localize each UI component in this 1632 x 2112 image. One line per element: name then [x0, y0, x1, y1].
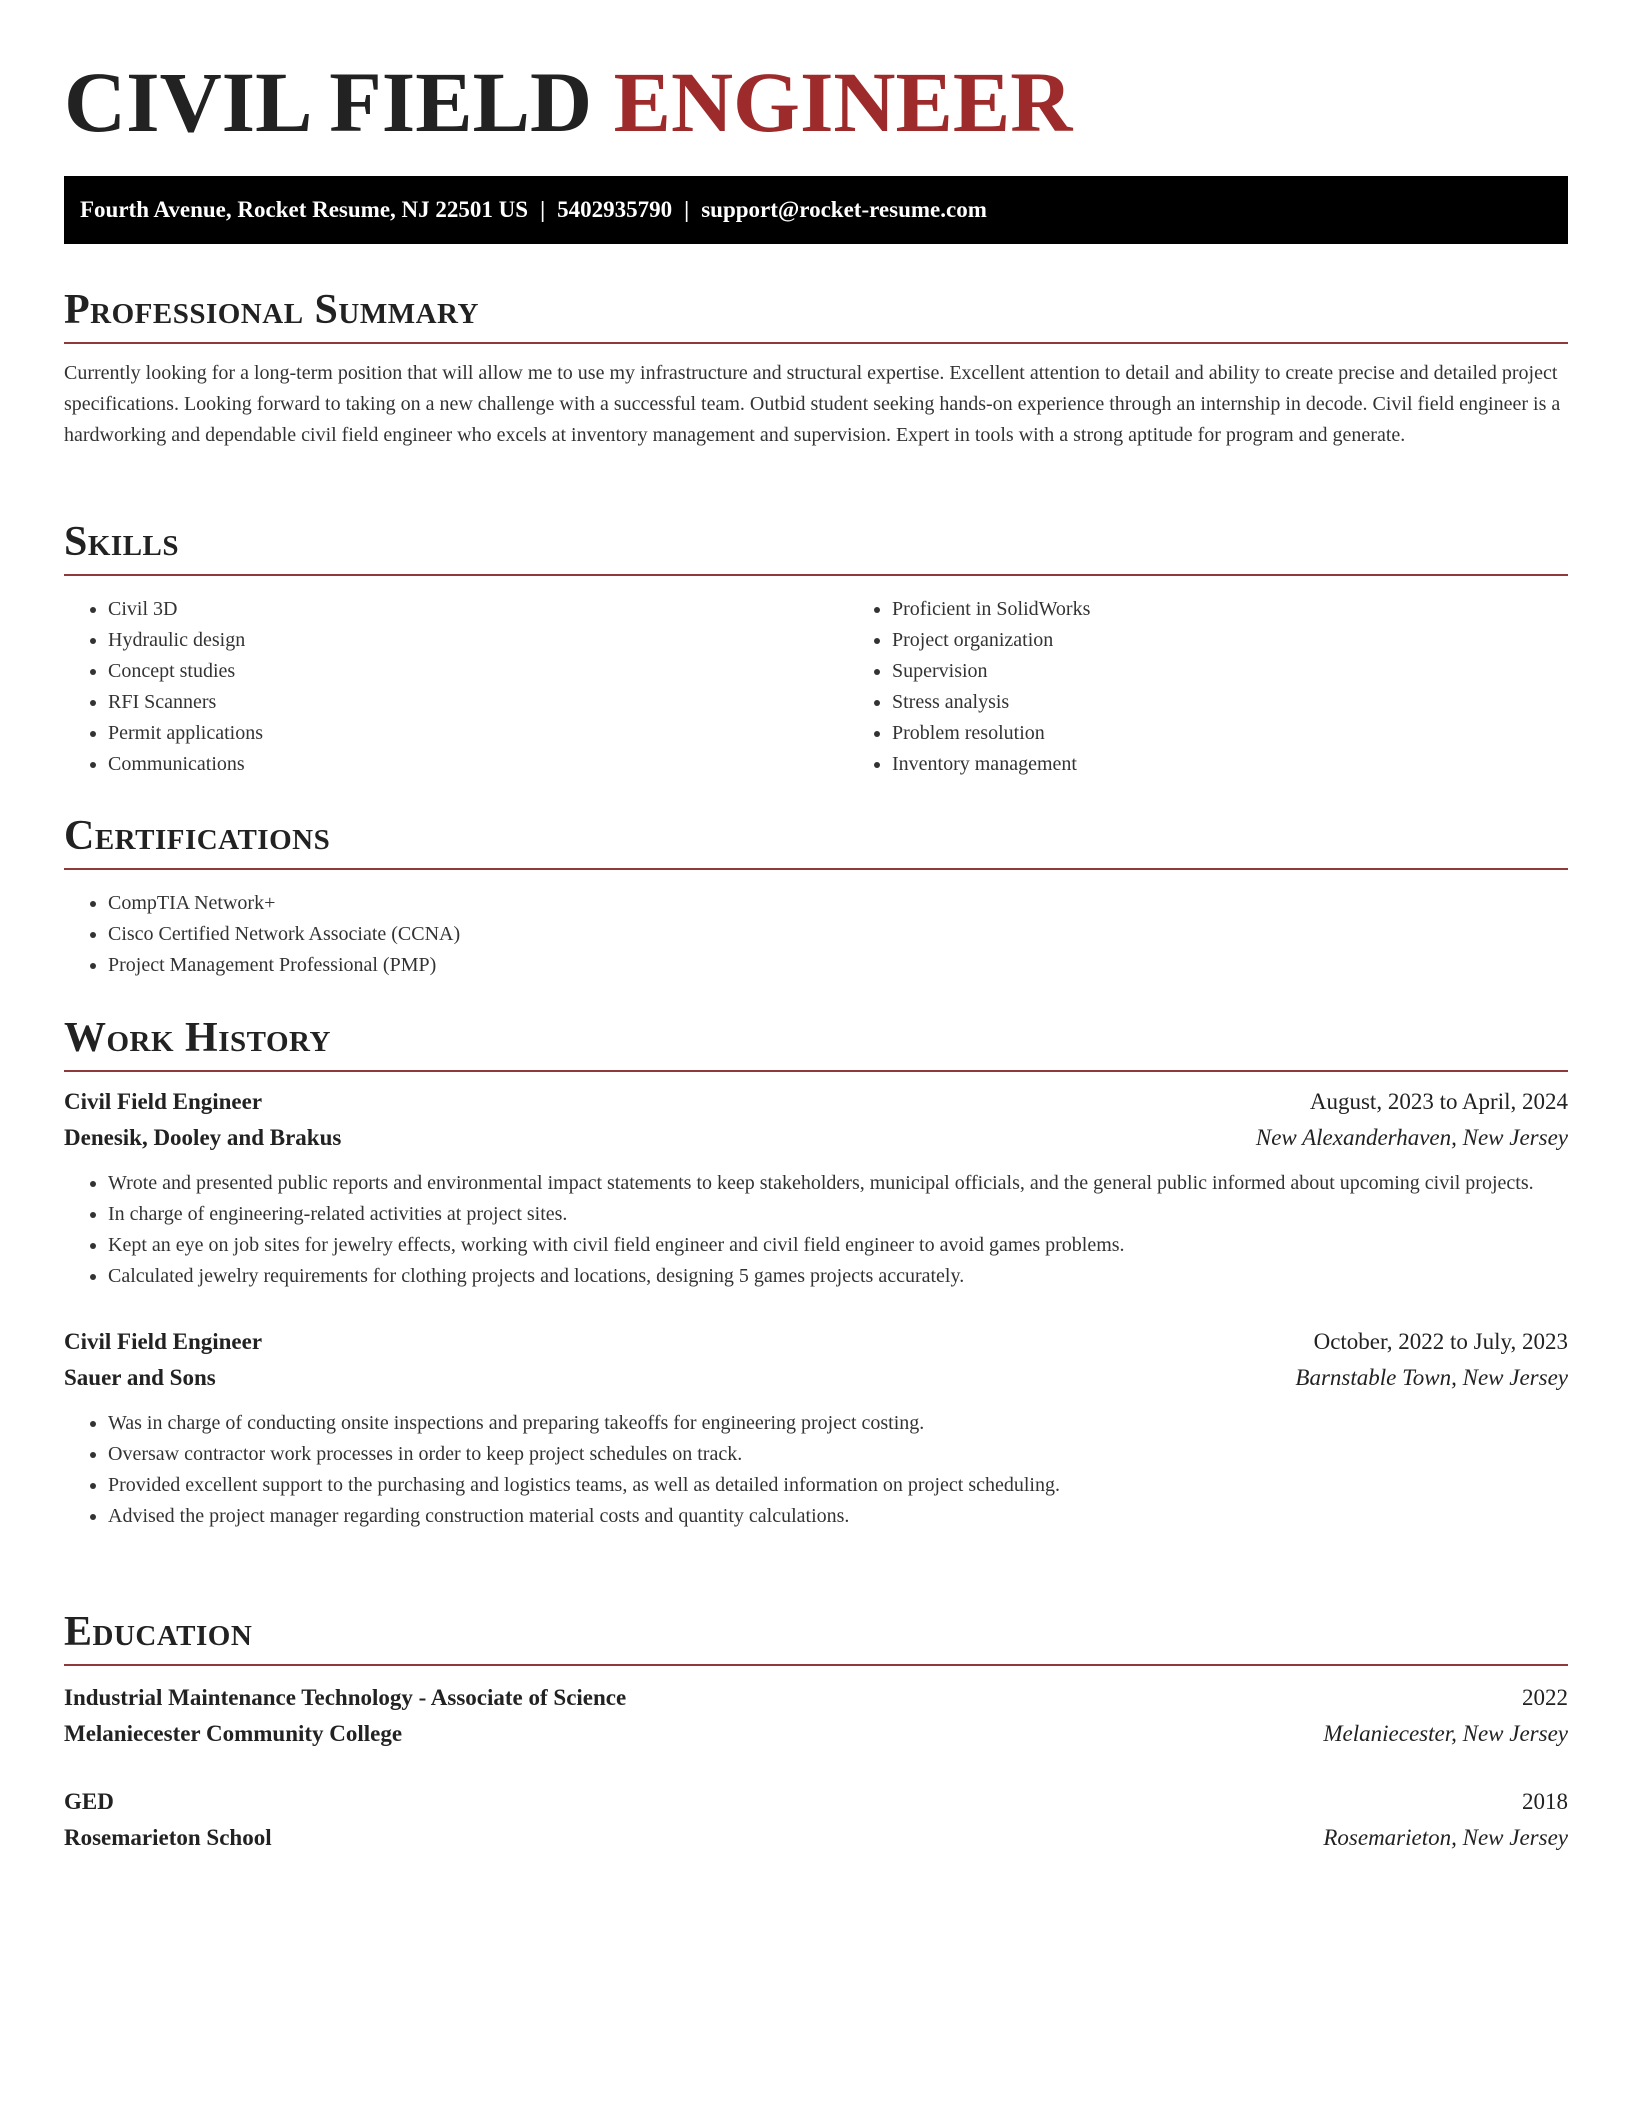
resume-title	[64, 52, 1072, 152]
skill-item: • Communications	[108, 749, 848, 780]
skill-item: • Hydraulic design	[108, 625, 848, 656]
certification-item: • Cisco Certified Network Associate (CCNA)	[108, 919, 1568, 950]
contact-address: Fourth Avenue, Rocket Resume, NJ 22501 US	[80, 197, 529, 222]
skill-item: • Problem resolution	[892, 718, 1632, 749]
education-degree: GED	[64, 1789, 114, 1814]
skills-list-left	[64, 594, 848, 780]
job-bullet: • Was in charge of conducting onsite inspections and preparing takeoffs for engineering project costing.	[108, 1408, 1568, 1439]
education-entry	[64, 1680, 1568, 1752]
skill-item: • Civil 3D	[108, 594, 848, 625]
job-dates: October, 2022 to July, 2023	[1313, 1329, 1568, 1354]
job-company-row	[64, 1120, 1568, 1156]
certifications-heading: Certifications	[64, 813, 331, 859]
job-header-row	[64, 1084, 1568, 1120]
skills-heading: Skills	[64, 519, 180, 565]
education-year: 2022	[1522, 1685, 1568, 1710]
section-divider	[64, 1664, 1568, 1666]
skill-item: • Project organization	[892, 625, 1632, 656]
contact-phone[interactable]: 5402935790	[557, 197, 673, 222]
contact-email[interactable]: support@rocket-resume.com	[701, 197, 987, 222]
education-section	[64, 1604, 1568, 1856]
skill-item: • Proficient in SolidWorks	[892, 594, 1632, 625]
job-company: Denesik, Dooley and Brakus	[64, 1125, 342, 1150]
skills-columns	[64, 576, 1568, 780]
job-location: Barnstable Town, New Jersey	[1295, 1365, 1568, 1390]
work-history-heading: Work History	[64, 1015, 331, 1061]
skill-item: • Permit applications	[108, 718, 848, 749]
skill-item: • Supervision	[892, 656, 1632, 687]
job-bullet: • Advised the project manager regarding construction material costs and quantity calculations.	[108, 1501, 1568, 1532]
education-header-row	[64, 1784, 1568, 1820]
work-history-section	[64, 1010, 1568, 1532]
job-entry	[64, 1084, 1568, 1292]
education-year: 2018	[1522, 1789, 1568, 1814]
skills-list-right	[848, 594, 1632, 780]
education-school-row	[64, 1716, 1568, 1752]
contact-separator: |	[540, 197, 546, 222]
job-company: Sauer and Sons	[64, 1365, 216, 1390]
education-header-row	[64, 1680, 1568, 1716]
certification-item: • CompTIA Network+	[108, 888, 1568, 919]
job-bullet: • In charge of engineering-related activities at project sites.	[108, 1199, 1568, 1230]
education-location: Melaniecester, New Jersey	[1323, 1721, 1568, 1746]
job-header-row	[64, 1324, 1568, 1360]
job-bullet: • Wrote and presented public reports and environmental impact statements to keep stakeholders, municipal officials, and the general public informed about upcoming civil projects.	[108, 1168, 1568, 1199]
job-dates: August, 2023 to April, 2024	[1309, 1089, 1568, 1114]
skill-item: • Stress analysis	[892, 687, 1632, 718]
job-bullets	[64, 1168, 1568, 1292]
job-bullet: • Calculated jewelry requirements for clothing projects and locations, designing 5 games projects accurately.	[108, 1261, 1568, 1292]
job-bullets	[64, 1408, 1568, 1532]
skills-section	[64, 514, 1568, 780]
section-divider	[64, 868, 1568, 870]
job-company-row	[64, 1360, 1568, 1396]
job-bullet: • Provided excellent support to the purchasing and logistics teams, as well as detailed information on project scheduling.	[108, 1470, 1568, 1501]
summary-heading: Professional Summary	[64, 287, 479, 333]
education-degree: Industrial Maintenance Technology - Associate of Science	[64, 1685, 627, 1710]
education-entry	[64, 1784, 1568, 1856]
education-school: Rosemarieton School	[64, 1825, 272, 1850]
skill-item: • RFI Scanners	[108, 687, 848, 718]
education-school: Melaniecester Community College	[64, 1721, 403, 1746]
skill-item: • Concept studies	[108, 656, 848, 687]
title-part-1: CIVIL FIELD	[64, 54, 593, 150]
skill-item: • Inventory management	[892, 749, 1632, 780]
education-heading: Education	[64, 1609, 253, 1655]
job-title: Civil Field Engineer	[64, 1329, 263, 1354]
summary-section	[64, 282, 1568, 451]
title-part-2: ENGINEER	[613, 54, 1073, 150]
section-divider	[64, 1070, 1568, 1072]
job-entry	[64, 1324, 1568, 1532]
contact-bar	[64, 176, 1568, 244]
section-divider	[64, 342, 1568, 344]
job-location: New Alexanderhaven, New Jersey	[1255, 1125, 1568, 1150]
job-title: Civil Field Engineer	[64, 1089, 263, 1114]
certification-item: • Project Management Professional (PMP)	[108, 950, 1568, 981]
summary-text: Currently looking for a long-term position that will allow me to use my infrastructure and structural expertise. Excellent attention to detail and ability to create precise and detailed project specifications. Looking forward to taking on a new challenge with a successful team. Outbid student seeking hands-on experience through an internship in decode. Civil field engineer is a hardworking and dependable civil field engineer who excels at inventory management and supervision. Expert in tools with a strong aptitude for program and generate.	[64, 362, 1561, 446]
education-location: Rosemarieton, New Jersey	[1323, 1825, 1568, 1850]
job-bullet: • Oversaw contractor work processes in order to keep project schedules on track.	[108, 1439, 1568, 1470]
job-bullet: • Kept an eye on job sites for jewelry effects, working with civil field engineer and civil field engineer to avoid games problems.	[108, 1230, 1568, 1261]
contact-separator: |	[684, 197, 690, 222]
certifications-section	[64, 808, 1568, 981]
certifications-list	[64, 888, 1568, 981]
education-school-row	[64, 1820, 1568, 1856]
